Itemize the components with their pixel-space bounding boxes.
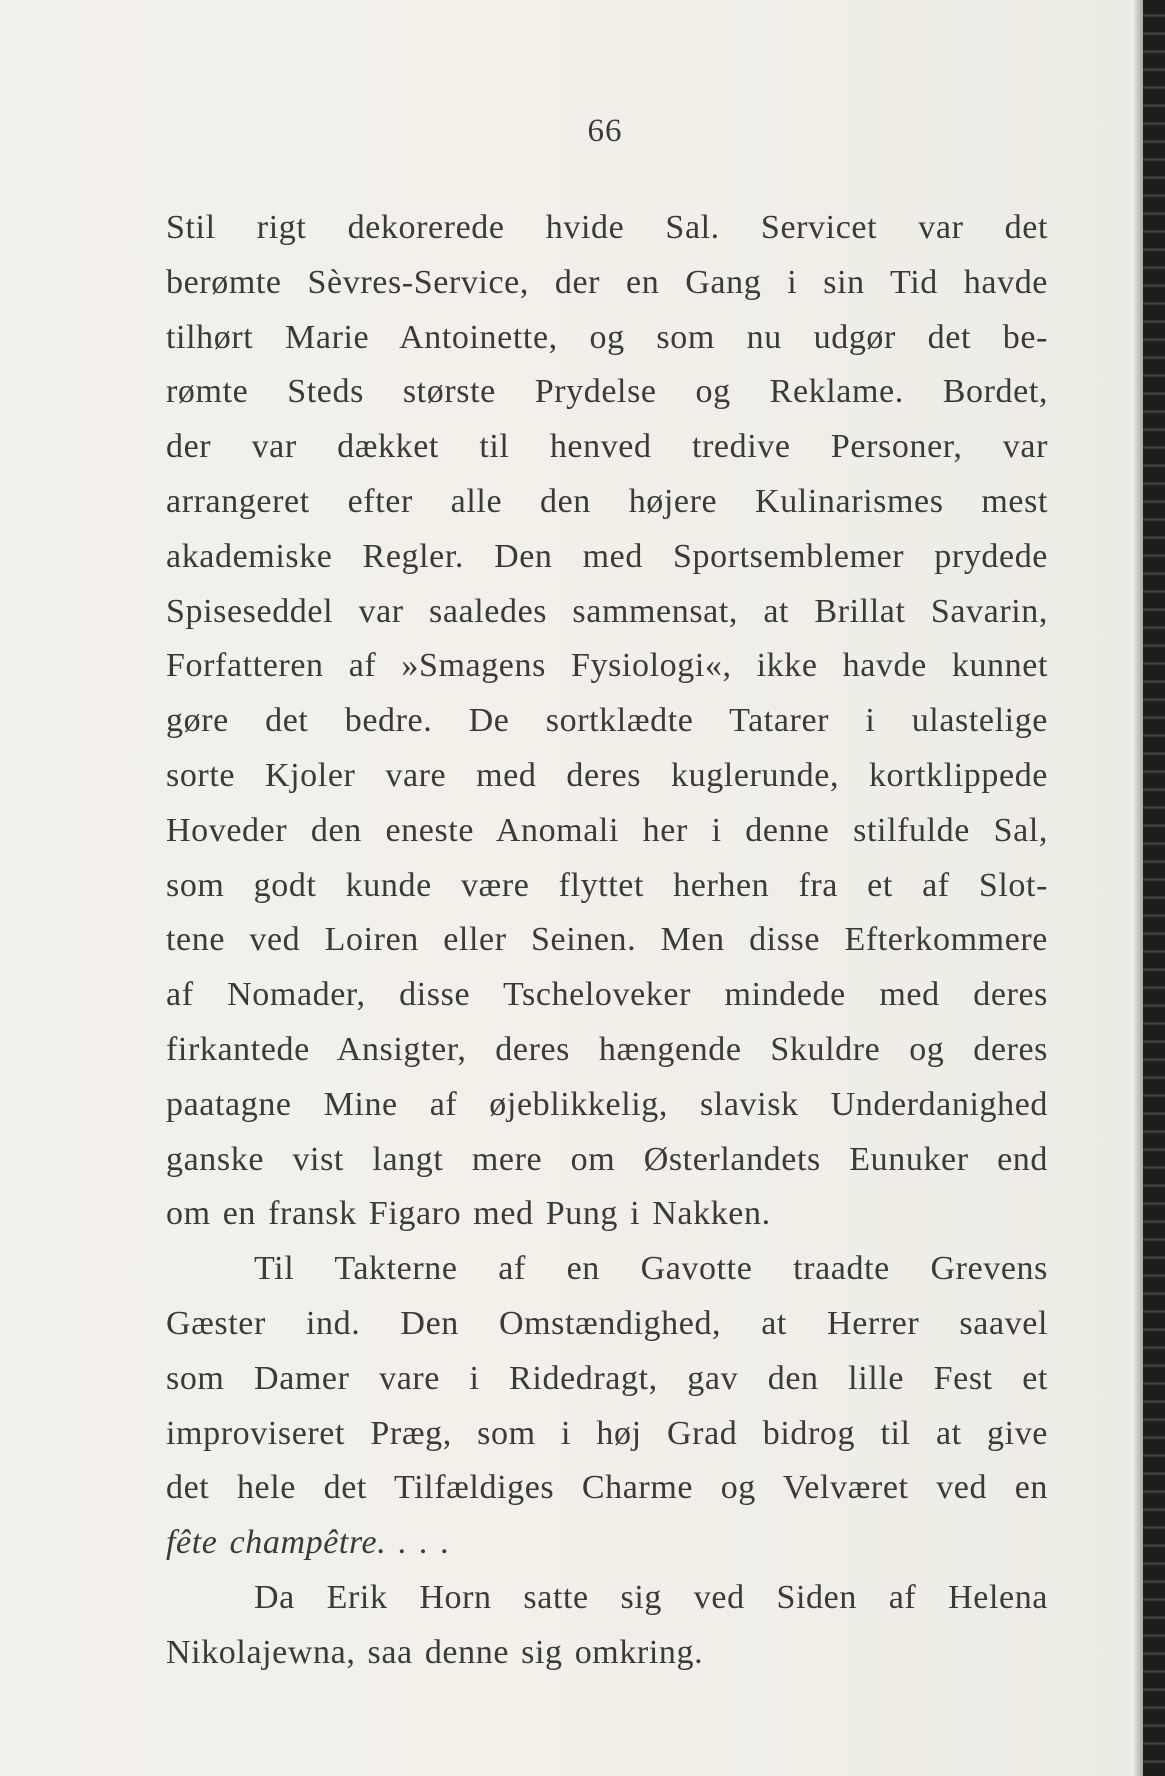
text-line: arrangeret efter alle den højere Kulinarismes mest: [166, 482, 1048, 520]
text-line: berømte Sèvres-Service, der en Gang i sin Tid havde: [166, 263, 1048, 301]
body-text: [166, 201, 1048, 1681]
text-line: om en fransk Figaro med Pung i Nakken.: [166, 1195, 771, 1233]
text-line: gøre det bedre. De sortklædte Tatarer i ulastelige: [166, 702, 1048, 740]
text-line: fête champêtre. . . .: [166, 1524, 450, 1562]
text-line: af Nomader, disse Tscheloveker mindede med deres: [166, 976, 1048, 1014]
text-line: tene ved Loiren eller Seinen. Men disse Efterkommere: [166, 921, 1048, 959]
text-line: tilhørt Marie Antoinette, og som nu udgør det be-: [166, 318, 1048, 356]
page-edge: [1143, 0, 1165, 1776]
text-line: som godt kunde være flyttet herhen fra et af Slot-: [166, 866, 1048, 904]
text-line: Til Takterne af en Gavotte traadte Grevens: [254, 1250, 1048, 1288]
page-number: 66: [587, 113, 623, 149]
text-line: som Damer vare i Ridedragt, gav den lille Fest et: [166, 1359, 1048, 1397]
text-line: firkantede Ansigter, deres hængende Skuldre og deres: [166, 1030, 1048, 1068]
text-line: Spiseseddel var saaledes sammensat, at Brillat Savarin,: [166, 592, 1048, 630]
text-line: det hele det Tilfældiges Charme og Velværet ved en: [166, 1469, 1048, 1507]
text-line: akademiske Regler. Den med Sportsemblemer prydede: [166, 537, 1048, 575]
page-edge-shadow: [1133, 0, 1143, 1776]
text-line: Gæster ind. Den Omstændighed, at Herrer saavel: [166, 1304, 1048, 1342]
text-line: ganske vist langt mere om Østerlandets Eunuker end: [166, 1140, 1048, 1178]
text-line: improviseret Præg, som i høj Grad bidrog til at give: [166, 1414, 1048, 1452]
text-line: Nikolajewna, saa denne sig omkring.: [166, 1633, 704, 1671]
text-line: Da Erik Horn satte sig ved Siden af Helena: [254, 1578, 1048, 1616]
text-line: der var dækket til henved tredive Personer, var: [166, 428, 1048, 466]
text-line: Hoveder den eneste Anomali her i denne stilfulde Sal,: [166, 811, 1048, 849]
text-line: sorte Kjoler vare med deres kuglerunde, kortklippede: [166, 756, 1048, 794]
text-line: Stil rigt dekorerede hvide Sal. Servicet var det: [166, 209, 1048, 246]
text-line: rømte Steds største Prydelse og Reklame. Bordet,: [166, 373, 1048, 411]
text-line: Forfatteren af »Smagens Fysiologi«, ikke havde kunnet: [166, 647, 1048, 685]
text-line: paatagne Mine af øjeblikkelig, slavisk Underdanighed: [166, 1085, 1048, 1123]
